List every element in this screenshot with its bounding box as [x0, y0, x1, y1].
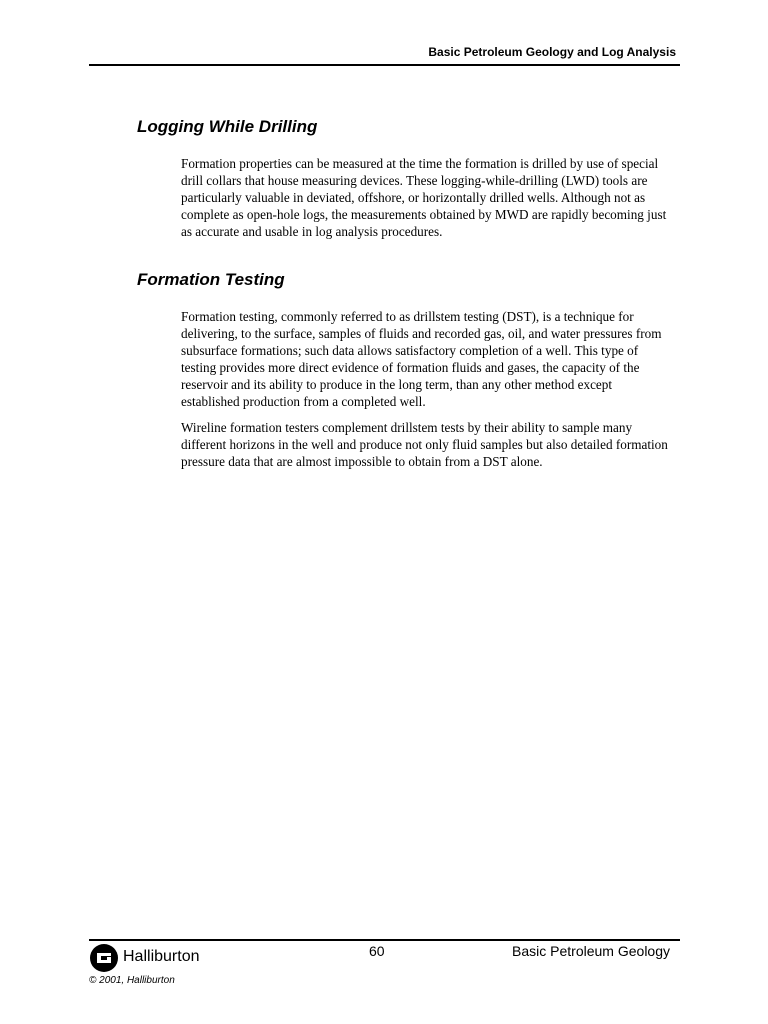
section-heading-formation-testing: Formation Testing	[137, 270, 285, 289]
paragraph-wireline-testers: Wireline formation testers complement drillstem tests by their ability to sample many different horizons in the well and produce not only fluid samples but also detailed formation pressure data that are almost impossible to obtain from a DST alone.	[181, 420, 668, 469]
section-heading-logging-while-drilling: Logging While Drilling	[137, 117, 318, 136]
paragraph-dst: Formation testing, commonly referred to as drillstem testing (DST), is a technique for delivering, to the surface, samples of fluids and recorded gas, oil, and water pressures from subsurface formations; such data allows satisfactory completion of a well. This type of testing provides more direct evidence of formation fluids and gases, the capacity of the reservoir and its ability to produce in the long term, than any other method except established production from a completed well.	[181, 309, 662, 409]
footer-divider	[89, 939, 680, 941]
running-header-title: Basic Petroleum Geology and Log Analysis	[428, 45, 676, 59]
paragraph-lwd: Formation properties can be measured at the time the formation is drilled by use of special drill collars that house measuring devices. These logging-while-drilling (LWD) tools are particularly valuable in deviated, offshore, or horizontally drilled wells. Although not as complete as open-hole logs, the measurements obtained by MWD are rapidly becoming just as accurate and usable in log analysis procedures.	[181, 156, 667, 239]
footer-book-title: Basic Petroleum Geology	[512, 943, 670, 959]
copyright-notice: © 2001, Halliburton	[89, 975, 175, 986]
company-name: Halliburton	[123, 948, 200, 965]
header-divider	[89, 64, 680, 66]
page-number: 60	[369, 943, 385, 959]
halliburton-logo-icon	[90, 944, 118, 972]
